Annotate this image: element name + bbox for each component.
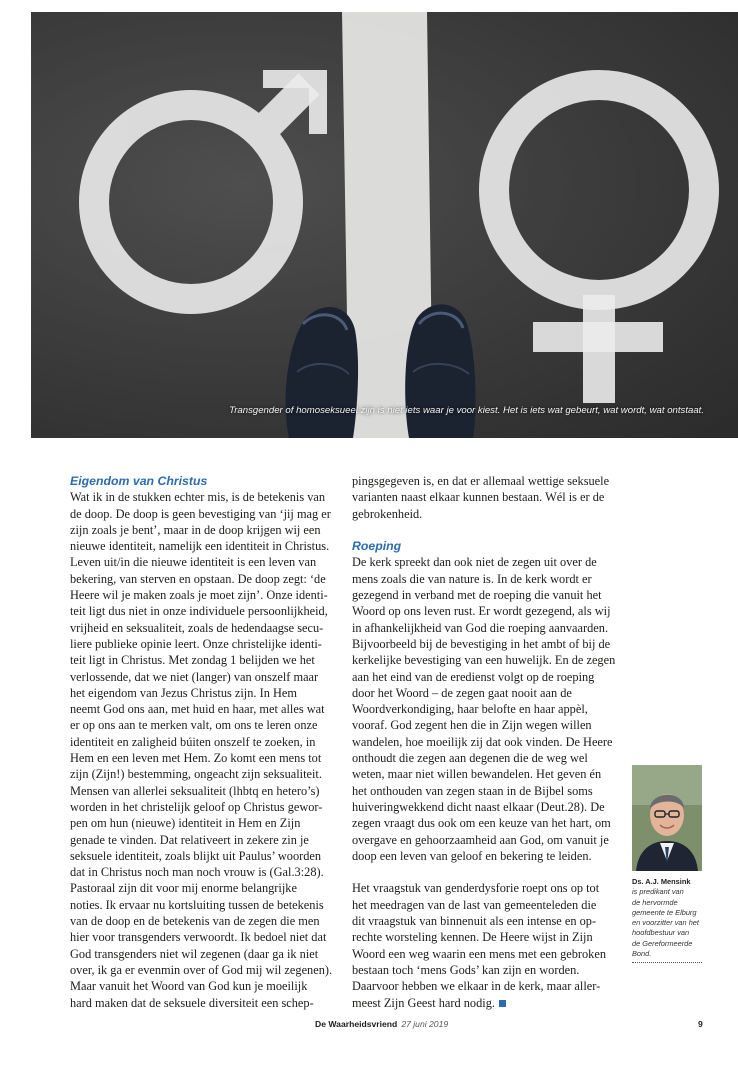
body-text-line: pingsgegeven is, en dat er allemaal wettige seksuele bbox=[352, 474, 610, 488]
body-text-line: zijn zoals je bent’, maar in de doop krijgen wij een bbox=[70, 522, 321, 537]
body-text-line bbox=[352, 995, 617, 1011]
author-description bbox=[632, 887, 704, 959]
body-text-line: vrijheid en seksualiteit, zoals de hedendaagse secu- bbox=[70, 620, 324, 635]
author-description-line: en voorzitter van het bbox=[632, 918, 699, 928]
body-text-line: De kerk spreekt dan ook niet de zegen uit over de bbox=[352, 555, 597, 570]
body-text-line: Wat ik in de stukken echter mis, is de betekenis van bbox=[70, 490, 326, 505]
body-text-line: wandelen, hoe moeilijk zij dat ook vinden. De Heere bbox=[352, 734, 613, 749]
body-text-line: bestaan toch ‘mens Gods’ kan zijn en worden. bbox=[352, 962, 580, 977]
body-text-line: liere publieke opinie leert. Onze christelijke identi- bbox=[70, 636, 322, 651]
body-text-line: noties. Ik ervaar nu kortsluiting tussen de betekenis bbox=[70, 897, 324, 912]
body-text-line: teit ligt dus niet in onze individuele persoonlijkheid, bbox=[70, 604, 328, 619]
article-photo bbox=[31, 12, 738, 438]
body-text-line: zegen vraagt dus ook om een keuze van het hart, om bbox=[352, 816, 611, 831]
body-text-line: mens zoals die van nature is. In de kerk wordt er bbox=[352, 571, 592, 586]
body-text-line: Leven uit/in die nieuwe identiteit is een leven van bbox=[70, 555, 317, 570]
author-description-line: is predikant van bbox=[632, 887, 684, 897]
author-description-line: de Gereformeerde bbox=[632, 938, 693, 948]
body-text-line: gezegend in verband met de roeping die vanuit het bbox=[352, 588, 602, 603]
body-text-line: Pastoraal zijn dit voor mij enorme belangrijke bbox=[70, 881, 297, 896]
author-info bbox=[632, 877, 704, 963]
author-name: Ds. A.J. Mensink bbox=[632, 877, 691, 886]
body-text-line: pen om hun (nieuwe) identiteit in Hem en Zijn bbox=[70, 816, 301, 831]
body-text-line: kerkelijke bevestiging van een huwelijk. En de zegen bbox=[352, 653, 616, 668]
issue-date: 27 juni 2019 bbox=[401, 1019, 449, 1029]
body-text-line: rechte worsteling kennen. De Heere wijst in Zijn bbox=[352, 930, 593, 945]
body-text-line: verlossende, dat we niet (langer) van onszelf maar bbox=[70, 669, 319, 684]
body-text-line: teit ligt in Christus. Met zondag 1 belijden we het bbox=[70, 653, 315, 668]
body-text-line: neemt God ons aan, met huid en haar, met alles wat bbox=[70, 702, 325, 717]
body-text-line: huiveringwekkend dicht naast elkaar (Deut.28). De bbox=[352, 799, 605, 814]
body-text-line: in afhankelijkheid van God die roeping aanvaarden. bbox=[352, 620, 609, 635]
body-text-line: het eigendom van Jezus Christus zijn. In Hem bbox=[70, 685, 297, 700]
magazine-name: De Waarheidsvriend bbox=[315, 1019, 398, 1029]
end-of-article-mark bbox=[499, 1000, 506, 1007]
body-text-line: identiteit en zaligheid búiten onszelf te zoeken, in bbox=[70, 734, 316, 749]
body-text-line: God transgenders niet wil zegenen (daar ga ik niet bbox=[70, 946, 319, 961]
body-text-line: onthoudt die zegen aan degenen die de weg wel bbox=[352, 751, 588, 766]
paragraph-gap bbox=[352, 522, 617, 538]
body-text-line: door het Woord – de zegen gaat nooit aan de bbox=[352, 685, 572, 700]
author-divider bbox=[632, 962, 702, 963]
body-text-span: meest Zijn Geest hard nodig. bbox=[352, 995, 495, 1010]
body-text-line: seksuele identiteit, zoals blijkt uit Paulus’ woorden bbox=[70, 848, 322, 863]
body-text-line: Woord een weg waarin een mens met een gebroken bbox=[352, 946, 607, 961]
body-text-line: hard maken dat de seksuele diversiteit een schep- bbox=[70, 995, 314, 1010]
body-text-line: hier voor transgenders verwoordt. Ik bedoel niet dat bbox=[70, 930, 327, 945]
body-text-line: Daarvoor hebben we elkaar in de kerk, maar aller- bbox=[352, 979, 601, 994]
author-description-line: Bond. bbox=[632, 949, 652, 959]
body-text-line: het meedragen van de last van gemeenteleden die bbox=[352, 897, 597, 912]
section-heading: Roeping bbox=[352, 539, 402, 554]
author-portrait bbox=[632, 765, 702, 871]
body-text-line: Bijvoorbeeld bij de bevestiging in het ambt of bij de bbox=[352, 636, 611, 651]
body-text-line: Het vraagstuk van genderdysforie roept ons op tot bbox=[352, 881, 600, 896]
body-text-line: de doop. De doop is geen bevestiging van ‘jij mag er bbox=[70, 506, 331, 521]
body-text-line: Woord op ons leven rust. Er wordt gezegend, als wij bbox=[352, 604, 611, 619]
gender-symbols-illustration bbox=[31, 12, 738, 438]
body-text-line: weten, maar niet willen bewandelen. Het geven én bbox=[352, 767, 602, 782]
body-text-line: genade te vinden. Dat relativeert in zekere zin je bbox=[70, 832, 309, 847]
body-text-line: dat in Christus noch man noch vrouw is (Gal.3:28). bbox=[70, 865, 324, 880]
body-text-line: Heere wil je maken zoals je moet zijn’. Onze identi- bbox=[70, 588, 328, 603]
body-text-line: over, ik ga er evenmin over of God mij wil zegenen). bbox=[70, 962, 333, 977]
body-text-line: Mensen van allerlei seksualiteit (lhbtq en hetero’s) bbox=[70, 783, 320, 798]
body-text-line: van de doop en de betekenis van de zegen die men bbox=[70, 914, 320, 929]
body-text-line: worden in het christelijk geloof op Christus gewor- bbox=[70, 799, 323, 814]
body-text-line: nieuwe identiteit, namelijk een identiteit in Christus. bbox=[70, 539, 330, 554]
female-symbol-cross bbox=[533, 322, 663, 352]
body-text-line: er op ons aan te merken valt, om ons te leren onze bbox=[70, 718, 318, 733]
body-text-line: aan het eind van de eredienst volgt op de roeping bbox=[352, 669, 595, 684]
body-text-line: Maar vanuit het Woord van God kun je moeilijk bbox=[70, 979, 308, 994]
footer-publication bbox=[315, 1019, 448, 1029]
body-text-line: gebrokenheid. bbox=[352, 506, 423, 521]
photo-caption: Transgender of homoseksueel zijn is niet iets waar je voor kiest. Het is iets wat gebeurt, wat wordt, wat ontstaat. bbox=[229, 405, 704, 416]
body-text-line: overgave en gehoorzaamheid aan God, om vanuit je bbox=[352, 832, 609, 847]
body-text-line: zijn (Zijn!) bestemming, ongeacht zijn seksualiteit. bbox=[70, 767, 322, 782]
body-text-line: doop een leven van geloof en bekering te leiden. bbox=[352, 848, 592, 863]
article-column-1 bbox=[70, 473, 332, 1011]
body-text-line: vooraf. God zegent hen die in Zijn wegen willen bbox=[352, 718, 592, 733]
body-text-line: varianten naast elkaar kunnen bestaan. Wél is er de bbox=[352, 490, 605, 505]
body-text-line: dit vraagstuk van binnenuit als een intense en op- bbox=[352, 914, 597, 929]
body-text-line: Woordverkondiging, haar belofte en haar appèl, bbox=[352, 702, 588, 717]
section-heading: Eigendom van Christus bbox=[70, 474, 208, 488]
page-number: 9 bbox=[698, 1019, 703, 1029]
author-description-line: de hervormde bbox=[632, 897, 678, 907]
author-description-line: hoofdbestuur van bbox=[632, 928, 690, 938]
body-text-line: het onthouden van zegen staan in de Bijbel soms bbox=[352, 783, 593, 798]
author-photo bbox=[632, 765, 702, 871]
paragraph-gap bbox=[352, 864, 617, 880]
right-shoe bbox=[405, 304, 475, 438]
body-text-line: bekering, van sterven en opstaan. De doop zegt: ‘de bbox=[70, 571, 326, 586]
article-column-2 bbox=[352, 473, 617, 1011]
author-description-line: gemeente te Elburg bbox=[632, 907, 697, 917]
body-text-line: Hem en een leven met Hem. Zo komt een mens tot bbox=[70, 751, 322, 766]
